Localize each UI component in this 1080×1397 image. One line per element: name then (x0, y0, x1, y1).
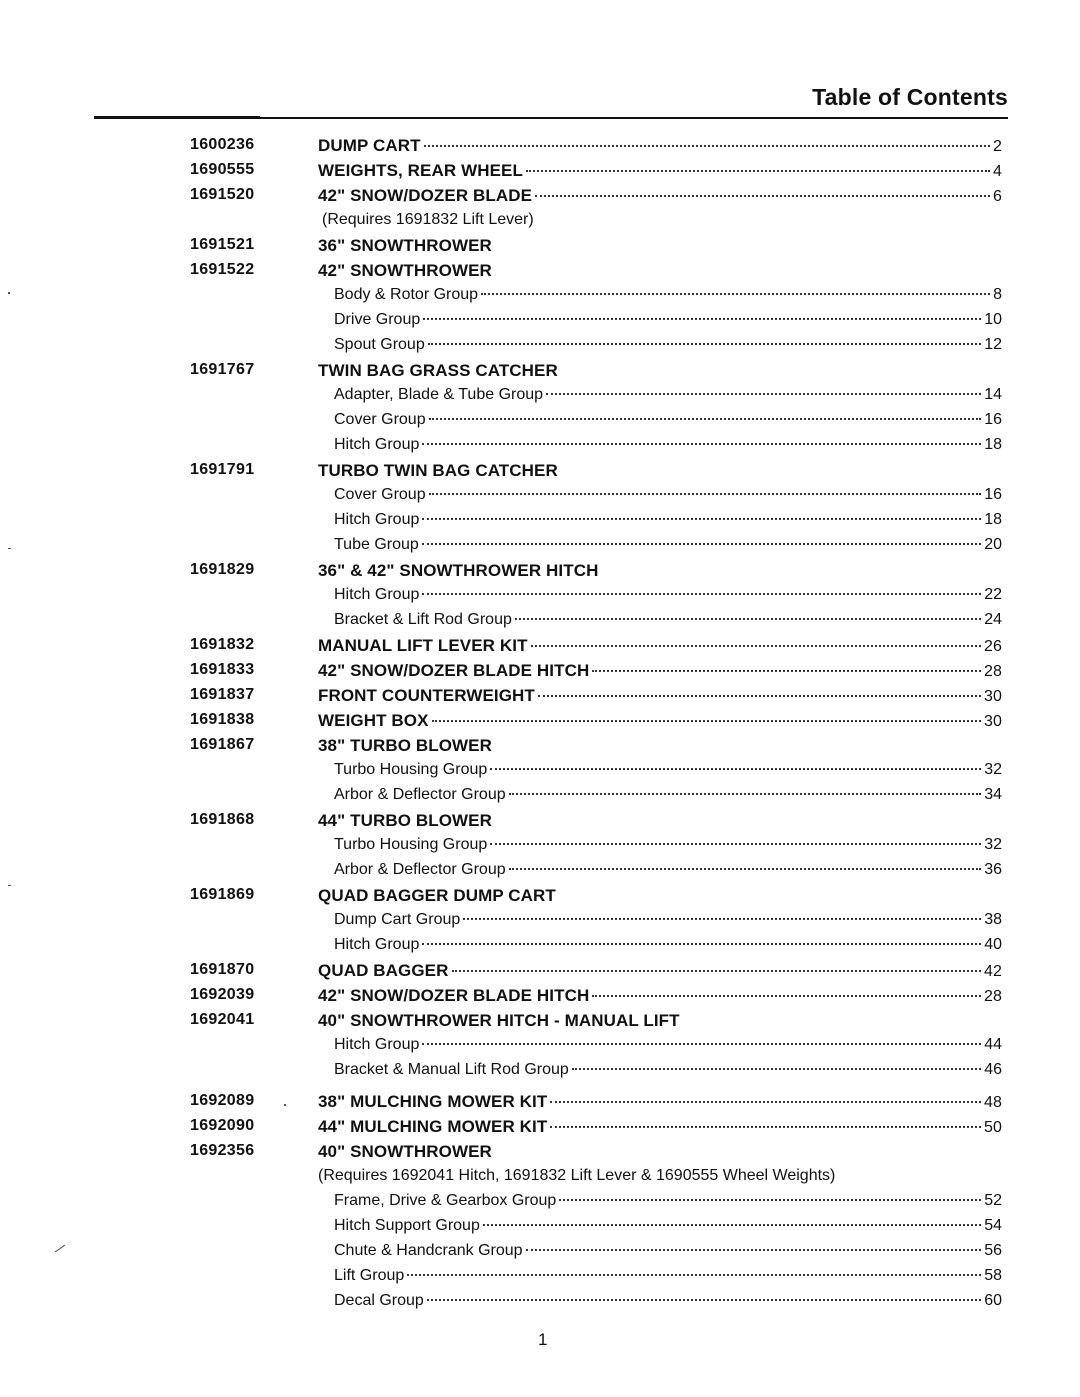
page-title: Table of Contents (812, 84, 1008, 110)
dot-leader (550, 1101, 981, 1103)
entry-label: 42" SNOW/DOZER BLADE HITCH (318, 986, 590, 1005)
dot-leader (538, 695, 981, 697)
entry-label: MANUAL LIFT LEVER KIT (318, 636, 528, 655)
page-ref: 24 (984, 611, 1002, 628)
part-number: 1691832 (190, 636, 255, 653)
toc-row (0, 1033, 1080, 1058)
part-number: 1690555 (190, 161, 255, 178)
page-ref: 26 (984, 638, 1002, 655)
part-number: 1692041 (190, 1011, 255, 1028)
dot-leader (422, 443, 981, 445)
page-ref: 50 (984, 1119, 1002, 1136)
toc-row (0, 508, 1080, 533)
entry-label: Arbor & Deflector Group (334, 786, 506, 803)
page-ref: 14 (984, 386, 1002, 403)
toc-row (0, 1239, 1080, 1264)
subsection-entry (334, 861, 1002, 879)
entry-label: WEIGHTS, REAR WHEEL (318, 161, 523, 180)
section-heading (318, 1092, 1002, 1112)
part-number: 1691867 (190, 736, 255, 753)
entry-label: WEIGHT BOX (318, 711, 429, 730)
toc-row (0, 658, 1080, 683)
toc-row (0, 933, 1080, 958)
entry-label: Hitch Group (334, 936, 420, 953)
section-heading (318, 1142, 1002, 1162)
toc-row (0, 1289, 1080, 1314)
subsection-entry (334, 1192, 1002, 1210)
dot-leader (572, 1068, 981, 1070)
entry-label: Bracket & Manual Lift Rod Group (334, 1061, 569, 1078)
part-number: 1691767 (190, 361, 255, 378)
toc-row (0, 1214, 1080, 1239)
toc-row (0, 533, 1080, 558)
section-heading (318, 261, 1002, 281)
toc-row (0, 758, 1080, 783)
page-ref: 10 (984, 311, 1002, 328)
entry-label: Bracket & Lift Rod Group (334, 611, 512, 628)
entry-label: Body & Rotor Group (334, 286, 479, 303)
dot-leader (427, 1299, 981, 1301)
subsection-entry (334, 311, 1002, 329)
dot-leader (490, 768, 981, 770)
entry-label: Decal Group (334, 1292, 424, 1309)
entry-label: Tube Group (334, 536, 419, 553)
toc-row (0, 1008, 1080, 1033)
scan-speck (284, 1104, 286, 1106)
toc-row (0, 483, 1080, 508)
entry-label: Turbo Housing Group (334, 836, 488, 853)
toc-row (0, 683, 1080, 708)
part-number: 1691521 (190, 236, 255, 253)
page-ref: 54 (984, 1217, 1002, 1234)
dot-leader (509, 868, 982, 870)
subsection-entry (334, 1061, 1002, 1079)
section-heading (318, 1011, 1002, 1031)
toc-row (0, 733, 1080, 758)
dot-leader (546, 393, 981, 395)
page-ref: 16 (984, 411, 1002, 428)
subsection-entry (334, 1242, 1002, 1260)
dot-leader (432, 720, 981, 722)
subsection-entry (334, 1292, 1002, 1310)
page-ref: 16 (984, 486, 1002, 503)
section-heading (318, 236, 1002, 256)
entry-label: 38" TURBO BLOWER (318, 736, 492, 755)
entry-label: FRONT COUNTERWEIGHT (318, 686, 535, 705)
toc-row (0, 1058, 1080, 1083)
entry-label: 38" MULCHING MOWER KIT (318, 1092, 548, 1111)
subsection-entry (334, 836, 1002, 854)
part-number: 1692089 (190, 1092, 255, 1109)
toc-row (0, 183, 1080, 208)
section-heading (318, 1117, 1002, 1137)
toc-row (0, 983, 1080, 1008)
subsection-entry (334, 436, 1002, 454)
page-ref: 36 (984, 861, 1002, 878)
requirement-note: (Requires 1691832 Lift Lever) (322, 211, 534, 228)
toc-row (0, 908, 1080, 933)
part-number: 1691520 (190, 186, 255, 203)
entry-label: 40" SNOWTHROWER HITCH - MANUAL LIFT (318, 1011, 680, 1030)
toc-row (0, 258, 1080, 283)
page-ref: 22 (984, 586, 1002, 603)
toc-row (0, 883, 1080, 908)
dot-leader (407, 1274, 981, 1276)
section-heading (318, 811, 1002, 831)
section-heading (318, 686, 1002, 706)
entry-label: Lift Group (334, 1267, 405, 1284)
section-heading (318, 136, 1002, 156)
dot-leader (526, 1249, 982, 1251)
part-number: 1692090 (190, 1117, 255, 1134)
entry-label: DUMP CART (318, 136, 421, 155)
page-ref: 6 (993, 188, 1002, 205)
entry-label: Hitch Group (334, 586, 420, 603)
dot-leader (423, 318, 981, 320)
dot-leader (490, 843, 981, 845)
section-heading (318, 986, 1002, 1006)
part-number: 1691870 (190, 961, 255, 978)
scan-speck (8, 548, 11, 549)
entry-label: 44" TURBO BLOWER (318, 811, 492, 830)
page-number: 1 (538, 1330, 548, 1349)
toc-row (0, 783, 1080, 808)
entry-label: Chute & Handcrank Group (334, 1242, 523, 1259)
page-ref: 38 (984, 911, 1002, 928)
dot-leader (422, 543, 981, 545)
entry-label: Drive Group (334, 311, 421, 328)
requirement-note: (Requires 1692041 Hitch, 1691832 Lift Lever & 1690555 Wheel Weights) (318, 1167, 836, 1184)
page-ref: 60 (984, 1292, 1002, 1309)
entry-label: Arbor & Deflector Group (334, 861, 506, 878)
entry-label: 42" SNOW/DOZER BLADE HITCH (318, 661, 590, 680)
toc-row (0, 808, 1080, 833)
dot-leader (535, 195, 990, 197)
page-ref: 4 (993, 163, 1002, 180)
toc-row (0, 858, 1080, 883)
section-heading (318, 361, 1002, 381)
header-rule-thick (94, 116, 260, 119)
section-heading (318, 461, 1002, 481)
entry-label: 36" SNOWTHROWER (318, 236, 492, 255)
entry-label: 42" SNOWTHROWER (318, 261, 492, 280)
toc-row (0, 408, 1080, 433)
page-ref: 48 (984, 1094, 1002, 1111)
subsection-entry (334, 611, 1002, 629)
page-ref: 30 (984, 713, 1002, 730)
dot-leader (428, 343, 981, 345)
toc-row (0, 433, 1080, 458)
page-ref: 28 (984, 663, 1002, 680)
dot-leader (429, 418, 982, 420)
subsection-entry (334, 1036, 1002, 1054)
dot-leader (531, 645, 981, 647)
dot-leader (422, 943, 981, 945)
toc-list (0, 133, 1080, 1314)
dot-leader (592, 670, 981, 672)
toc-row (0, 1164, 1080, 1189)
section-heading (318, 561, 1002, 581)
subsection-entry (334, 411, 1002, 429)
page-ref: 20 (984, 536, 1002, 553)
entry-label: Cover Group (334, 486, 426, 503)
part-number: 1691838 (190, 711, 255, 728)
entry-label: 40" SNOWTHROWER (318, 1142, 492, 1161)
toc-row (0, 608, 1080, 633)
entry-label: TWIN BAG GRASS CATCHER (318, 361, 558, 380)
toc-row (0, 358, 1080, 383)
entry-label: Frame, Drive & Gearbox Group (334, 1192, 557, 1209)
part-number: 1691791 (190, 461, 255, 478)
toc-row (0, 208, 1080, 233)
dot-leader (452, 970, 982, 972)
entry-label: Hitch Support Group (334, 1217, 480, 1234)
section-heading (318, 636, 1002, 656)
part-number: 1692356 (190, 1142, 255, 1159)
scan-speck (8, 292, 10, 294)
page-ref: 2 (993, 138, 1002, 155)
toc-row (0, 708, 1080, 733)
subsection-entry (334, 1267, 1002, 1285)
subsection-entry (334, 786, 1002, 804)
entry-label: Hitch Group (334, 1036, 420, 1053)
toc-row (0, 308, 1080, 333)
section-heading (318, 661, 1002, 681)
entry-label: QUAD BAGGER DUMP CART (318, 886, 556, 905)
subsection-entry (334, 911, 1002, 929)
page-ref: 52 (984, 1192, 1002, 1209)
part-number: 1691833 (190, 661, 255, 678)
page-ref: 12 (984, 336, 1002, 353)
part-number: 1691868 (190, 811, 255, 828)
dot-leader (429, 493, 982, 495)
page-ref: 40 (984, 936, 1002, 953)
page-ref: 28 (984, 988, 1002, 1005)
dot-leader (550, 1126, 981, 1128)
section-heading (318, 961, 1002, 981)
toc-row (0, 233, 1080, 258)
page-ref: 42 (984, 963, 1002, 980)
toc-row (0, 1139, 1080, 1164)
toc-row (0, 958, 1080, 983)
toc-row (0, 583, 1080, 608)
entry-label: TURBO TWIN BAG CATCHER (318, 461, 558, 480)
entry-label: QUAD BAGGER (318, 961, 449, 980)
entry-label: 44" MULCHING MOWER KIT (318, 1117, 548, 1136)
page-ref: 18 (984, 511, 1002, 528)
section-heading (318, 186, 1002, 206)
entry-label: Hitch Group (334, 511, 420, 528)
section-heading (318, 736, 1002, 756)
part-number: 1692039 (190, 986, 255, 1003)
subsection-entry (334, 336, 1002, 354)
part-number: 1691522 (190, 261, 255, 278)
section-heading (318, 711, 1002, 731)
dot-leader (463, 918, 981, 920)
toc-row (0, 1189, 1080, 1214)
toc-row (0, 283, 1080, 308)
toc-row (0, 158, 1080, 183)
page-ref: 32 (984, 836, 1002, 853)
page-ref: 18 (984, 436, 1002, 453)
subsection-entry (334, 936, 1002, 954)
page-ref: 30 (984, 688, 1002, 705)
dot-leader (592, 995, 981, 997)
header-rule (260, 117, 1008, 119)
part-number: 1600236 (190, 136, 255, 153)
toc-row (0, 133, 1080, 158)
entry-label: Dump Cart Group (334, 911, 461, 928)
dot-leader (422, 518, 981, 520)
dot-leader (483, 1224, 981, 1226)
entry-label: Adapter, Blade & Tube Group (334, 386, 544, 403)
dot-leader (526, 170, 990, 172)
part-number: 1691869 (190, 886, 255, 903)
toc-row (0, 558, 1080, 583)
section-heading (318, 161, 1002, 181)
dot-leader (509, 793, 982, 795)
dot-leader (481, 293, 990, 295)
page-ref: 34 (984, 786, 1002, 803)
subsection-entry (334, 511, 1002, 529)
page-ref: 58 (984, 1267, 1002, 1284)
section-heading (318, 886, 1002, 906)
subsection-entry (334, 486, 1002, 504)
page-ref: 44 (984, 1036, 1002, 1053)
page-ref: 46 (984, 1061, 1002, 1078)
toc-row (0, 1264, 1080, 1289)
toc-row (0, 458, 1080, 483)
dot-leader (424, 145, 990, 147)
entry-label: Spout Group (334, 336, 425, 353)
toc-row (0, 1114, 1080, 1139)
dot-leader (559, 1199, 981, 1201)
subsection-entry (334, 1217, 1002, 1235)
part-number: 1691829 (190, 561, 255, 578)
page-ref: 56 (984, 1242, 1002, 1259)
entry-label: 36" & 42" SNOWTHROWER HITCH (318, 561, 599, 580)
subsection-entry (334, 536, 1002, 554)
toc-row (0, 633, 1080, 658)
toc-row (0, 333, 1080, 358)
page-ref: 32 (984, 761, 1002, 778)
entry-label: Hitch Group (334, 436, 420, 453)
page-ref: 8 (993, 286, 1002, 303)
toc-row (0, 1089, 1080, 1114)
dot-leader (422, 593, 981, 595)
entry-label: Cover Group (334, 411, 426, 428)
scan-speck (8, 885, 11, 886)
entry-label: 42" SNOW/DOZER BLADE (318, 186, 533, 205)
toc-row (0, 383, 1080, 408)
entry-label: Turbo Housing Group (334, 761, 488, 778)
toc-row (0, 833, 1080, 858)
part-number: 1691837 (190, 686, 255, 703)
subsection-entry (334, 761, 1002, 779)
dot-leader (422, 1043, 981, 1045)
subsection-entry (334, 386, 1002, 404)
subsection-entry (334, 286, 1002, 304)
subsection-entry (334, 586, 1002, 604)
dot-leader (515, 618, 981, 620)
